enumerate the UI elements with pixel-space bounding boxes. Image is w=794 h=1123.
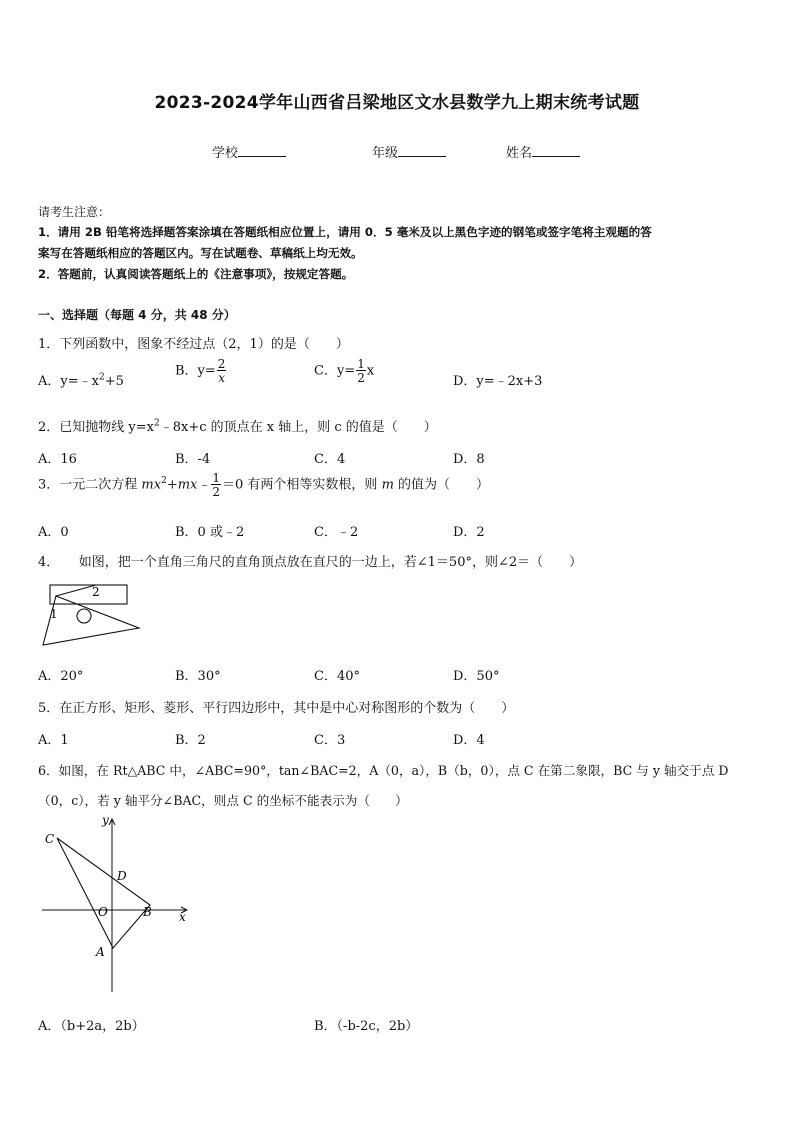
coordinate-figure xyxy=(36,812,196,998)
question-4-stem: 4． 如图，把一个直角三角尺的直角顶点放在直尺的一边上，若∠1＝50°，则∠2＝（ ） xyxy=(38,555,583,570)
q3-option-b[interactable]: B．0 或﹣2 xyxy=(175,525,245,540)
q1-option-c-fraction xyxy=(356,358,366,384)
q1-option-a-sup: 2 xyxy=(98,372,105,383)
question-2-stem xyxy=(38,416,437,435)
q2-stem-pre: 2．已知抛物线 y=x xyxy=(38,420,154,435)
grade-label: 年级 xyxy=(372,146,399,161)
fraction-numerator: 1 xyxy=(357,357,365,371)
name-label: 姓名 xyxy=(506,146,533,161)
q4-option-a[interactable]: A．20° xyxy=(38,669,84,684)
q2-option-c[interactable]: C．4 xyxy=(314,452,346,467)
q1-option-c[interactable] xyxy=(314,358,374,384)
q2-option-a[interactable]: A．16 xyxy=(38,452,77,467)
q3-expr: mx xyxy=(141,477,162,493)
page-title: 2023-2024学年山西省吕梁地区文水县数学九上期末统考试题 xyxy=(154,93,640,113)
q3-option-d[interactable]: D．2 xyxy=(453,525,485,540)
q1-option-a[interactable] xyxy=(38,370,124,389)
grade-blank[interactable] xyxy=(398,144,446,157)
q3-fraction xyxy=(211,472,221,498)
q2-option-b[interactable]: B．-4 xyxy=(175,452,211,467)
q4-option-c[interactable]: C．40° xyxy=(314,669,360,684)
q2-stem-sup: 2 xyxy=(153,418,160,429)
q5-option-d[interactable]: D．4 xyxy=(453,733,485,748)
q3-option-a[interactable]: A．0 xyxy=(38,525,69,540)
grade-field[interactable] xyxy=(372,142,446,161)
school-label: 学校 xyxy=(212,146,239,161)
question-1-stem: 1．下列函数中，图象不经过点（2，1）的是（ ） xyxy=(38,337,349,352)
angle-1-label: 1 xyxy=(50,607,58,621)
q5-option-c[interactable]: C．3 xyxy=(314,733,346,748)
fraction-denominator: 2 xyxy=(212,485,221,499)
q6-option-a[interactable]: A．（b+2a，2b） xyxy=(38,1019,145,1034)
q1-option-a-text: A．y=﹣x xyxy=(38,374,99,389)
triangle-abc xyxy=(57,838,150,948)
q1-option-c-text: C．y= xyxy=(314,363,356,379)
name-blank[interactable] xyxy=(532,144,580,157)
triangle-edge xyxy=(56,585,96,596)
q1-option-c-tail: x xyxy=(366,363,375,379)
fraction-denominator: x xyxy=(218,371,225,385)
label-o: O xyxy=(98,905,108,919)
q1-option-b-text: B．y= xyxy=(175,363,216,379)
q3-sup: 2 xyxy=(161,476,167,487)
fraction-numerator: 2 xyxy=(217,357,226,371)
school-blank[interactable] xyxy=(238,144,286,157)
section-heading: 一、选择题（每题 4 分，共 48 分） xyxy=(38,308,236,322)
angle-2-label: 2 xyxy=(92,585,100,599)
q4-option-d[interactable]: D．50° xyxy=(453,669,500,684)
question-3-stem xyxy=(38,472,489,498)
q3-stem-end: 的值为（ ） xyxy=(393,477,490,493)
notice-line-1b: 案写在答题纸相应的答题区内。写在试题卷、草稿纸上均无效。 xyxy=(38,246,363,260)
notice-line-2: 2．答题前，认真阅读答题纸上的《注意事项》，按规定答题。 xyxy=(38,267,354,281)
q3-stem-post: ＝0 有两个相等实数根，则 xyxy=(222,477,382,493)
notice-heading: 请考生注意： xyxy=(38,205,111,219)
name-field[interactable] xyxy=(506,142,580,161)
q5-option-a[interactable]: A．1 xyxy=(38,733,69,748)
label-b: B xyxy=(143,905,152,919)
q1-option-a-tail: +5 xyxy=(104,374,124,389)
q5-option-b[interactable]: B．2 xyxy=(175,733,206,748)
question-6-stem-line-1: 6．如图，在 Rt△ABC 中，∠ABC=90°，tan∠BAC=2，A（0，a），B（b，0），点 C 在第二象限，BC 与 y 轴交于点 D xyxy=(38,763,729,778)
q6-option-b[interactable]: B．（-b-2c，2b） xyxy=(314,1019,419,1034)
q3-expr2: +mx﹣ xyxy=(166,477,211,493)
q4-option-b[interactable]: B．30° xyxy=(175,669,221,684)
q1-option-b-fraction xyxy=(217,358,227,384)
school-field[interactable] xyxy=(212,142,286,161)
q2-stem-post: ﹣8x+c 的顶点在 x 轴上，则 c 的值是（ ） xyxy=(159,420,437,435)
label-d: D xyxy=(117,869,127,883)
question-5-stem: 5．在正方形、矩形、菱形、平行四边形中，其中是中心对称图形的个数为（ ） xyxy=(38,701,515,716)
ruler-triangle-figure xyxy=(38,580,148,650)
q1-option-b[interactable] xyxy=(175,358,227,384)
notice-line-1: 1．请用 2B 铅笔将选择题答案涂填在答题纸相应位置上，请用 0．5 毫米及以上黑色字迹的钢笔或签字笔将主观题的答 xyxy=(38,225,652,239)
q3-m: m xyxy=(381,477,394,493)
q2-option-d[interactable]: D．8 xyxy=(453,452,485,467)
triangle-hole xyxy=(77,609,91,623)
q3-option-c[interactable]: C．﹣2 xyxy=(314,525,359,540)
q3-stem-pre: 3．一元二次方程 xyxy=(38,477,142,493)
label-x: x xyxy=(179,910,186,924)
label-a: A xyxy=(96,945,105,959)
question-6-stem-line-2: （0，c），若 y 轴平分∠BAC，则点 C 的坐标不能表示为（ ） xyxy=(38,793,408,808)
q1-option-d[interactable]: D．y=﹣2x+3 xyxy=(453,374,543,389)
label-y: y xyxy=(102,813,109,827)
label-c: C xyxy=(45,832,55,846)
fraction-denominator: 2 xyxy=(357,371,365,385)
fraction-numerator: 1 xyxy=(212,471,221,485)
